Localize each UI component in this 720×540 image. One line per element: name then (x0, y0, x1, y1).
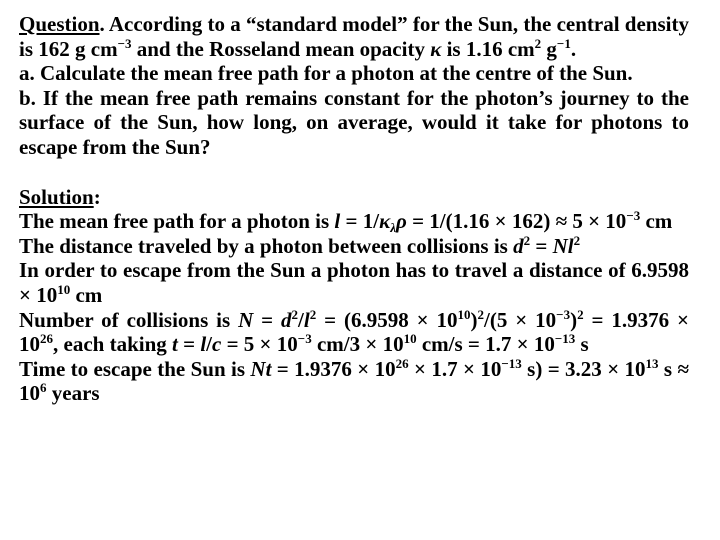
symbol-l: l (200, 332, 207, 357)
lambda-subscript: λ (390, 220, 396, 236)
solution-text: /(5 × 10 (484, 307, 557, 332)
solution-text: ) (470, 307, 478, 332)
exponent: −3 (117, 35, 132, 51)
exponent: −13 (501, 355, 522, 371)
symbol-l: l (567, 233, 574, 258)
solution-text: = 1/ (340, 209, 380, 234)
question-text: and the Rosseland mean opacity (131, 36, 431, 61)
exponent: 2 (291, 306, 299, 322)
symbol-d: d (513, 233, 524, 258)
symbol-d: d (281, 307, 292, 332)
solution-text: cm (70, 282, 103, 307)
solution-line-escape-distance (19, 258, 689, 307)
symbol-t: t (172, 332, 178, 357)
solution-text: = (530, 233, 553, 258)
symbol-n: N (238, 307, 254, 332)
exponent: −3 (556, 306, 571, 322)
exponent: 6 (40, 380, 47, 396)
exponent: 2 (577, 306, 584, 322)
exponent: 2 (309, 306, 317, 322)
solution-text: years (46, 381, 100, 406)
symbol-nt: Nt (250, 356, 272, 381)
solution-text: / (206, 332, 213, 357)
exponent: −3 (297, 331, 312, 347)
solution-line-collisions (19, 308, 689, 357)
exponent: 10 (403, 331, 417, 347)
solution-text: s ≈ 10 (19, 356, 690, 406)
symbol-l: l (303, 307, 310, 332)
exponent: −1 (556, 35, 571, 51)
exponent: −3 (626, 208, 641, 224)
solution-text: cm/s = 1.7 × 10 (416, 332, 555, 357)
exponent: 26 (40, 331, 53, 347)
solution-text: / (298, 307, 304, 332)
solution-text: × 1.7 × 10 (408, 356, 502, 381)
solution-text: s (575, 332, 589, 357)
question-heading: Question (19, 12, 100, 36)
solution-line-distance (19, 234, 689, 259)
solution-text: cm/3 × 10 (311, 332, 404, 357)
section-spacer (19, 160, 689, 185)
question-text: is 1.16 cm (441, 36, 535, 61)
question-paragraph (19, 12, 689, 61)
solution-text: ) (570, 307, 578, 332)
exponent: 13 (645, 355, 659, 371)
solution-text: = 1/(1.16 × 162) ≈ 5 × 10 (406, 209, 627, 234)
solution-heading-line (19, 185, 689, 210)
exponent: 2 (573, 232, 581, 248)
solution-text: , each taking (53, 332, 173, 357)
solution-text: Number of collisions is (19, 307, 239, 332)
solution-text: = (6.9598 × 10 (316, 307, 458, 332)
exponent: −13 (554, 331, 576, 347)
solution-text: = (177, 332, 201, 357)
question-text: g (541, 36, 557, 61)
solution-heading: Solution (19, 184, 94, 209)
solution-text: Time to escape the Sun is (19, 356, 251, 381)
exponent: 2 (534, 35, 542, 51)
exponent: 26 (395, 355, 409, 371)
solution-text: cm (640, 209, 673, 234)
solution-text: The mean free path for a photon is (19, 209, 335, 234)
solution-text: In order to escape from the Sun a photon has to travel a distance of 6.9598 × 10 (19, 258, 689, 307)
exponent: 10 (457, 306, 471, 322)
solution-text: = 1.9376 × 10 (19, 307, 689, 357)
question-text: . (570, 36, 577, 61)
symbol-n: N (552, 233, 568, 258)
kappa-symbol: κ (379, 209, 391, 234)
solution-text: s) = 3.23 × 10 (521, 356, 646, 381)
symbol-l: l (334, 209, 341, 234)
question-part-b: b. If the mean free path remains constant for the photon’s journey to the surface of the Sun, how long, on average, would it take for photons to escape from the Sun? (19, 85, 689, 159)
kappa-symbol: κ (430, 36, 442, 61)
exponent: 10 (57, 281, 71, 297)
rho-symbol: ρ (395, 209, 407, 234)
solution-line-mean-free-path (19, 209, 689, 234)
question-part-a: a. Calculate the mean free path for a photon at the centre of the Sun. (19, 61, 633, 86)
exponent: 2 (523, 232, 531, 248)
solution-text: The distance traveled by a photon between collisions is (19, 233, 514, 258)
question-text: . According to a “standard model” for the Sun, the central density is 162 g cm (19, 12, 689, 61)
solution-line-escape-time (19, 357, 689, 406)
solution-text: = 5 × 10 (221, 332, 298, 357)
symbol-c: c (212, 332, 222, 357)
heading-colon: : (93, 184, 101, 209)
solution-text: = 1.9376 × 10 (271, 356, 396, 381)
solution-text: = (253, 307, 282, 332)
exponent: 2 (477, 306, 485, 322)
